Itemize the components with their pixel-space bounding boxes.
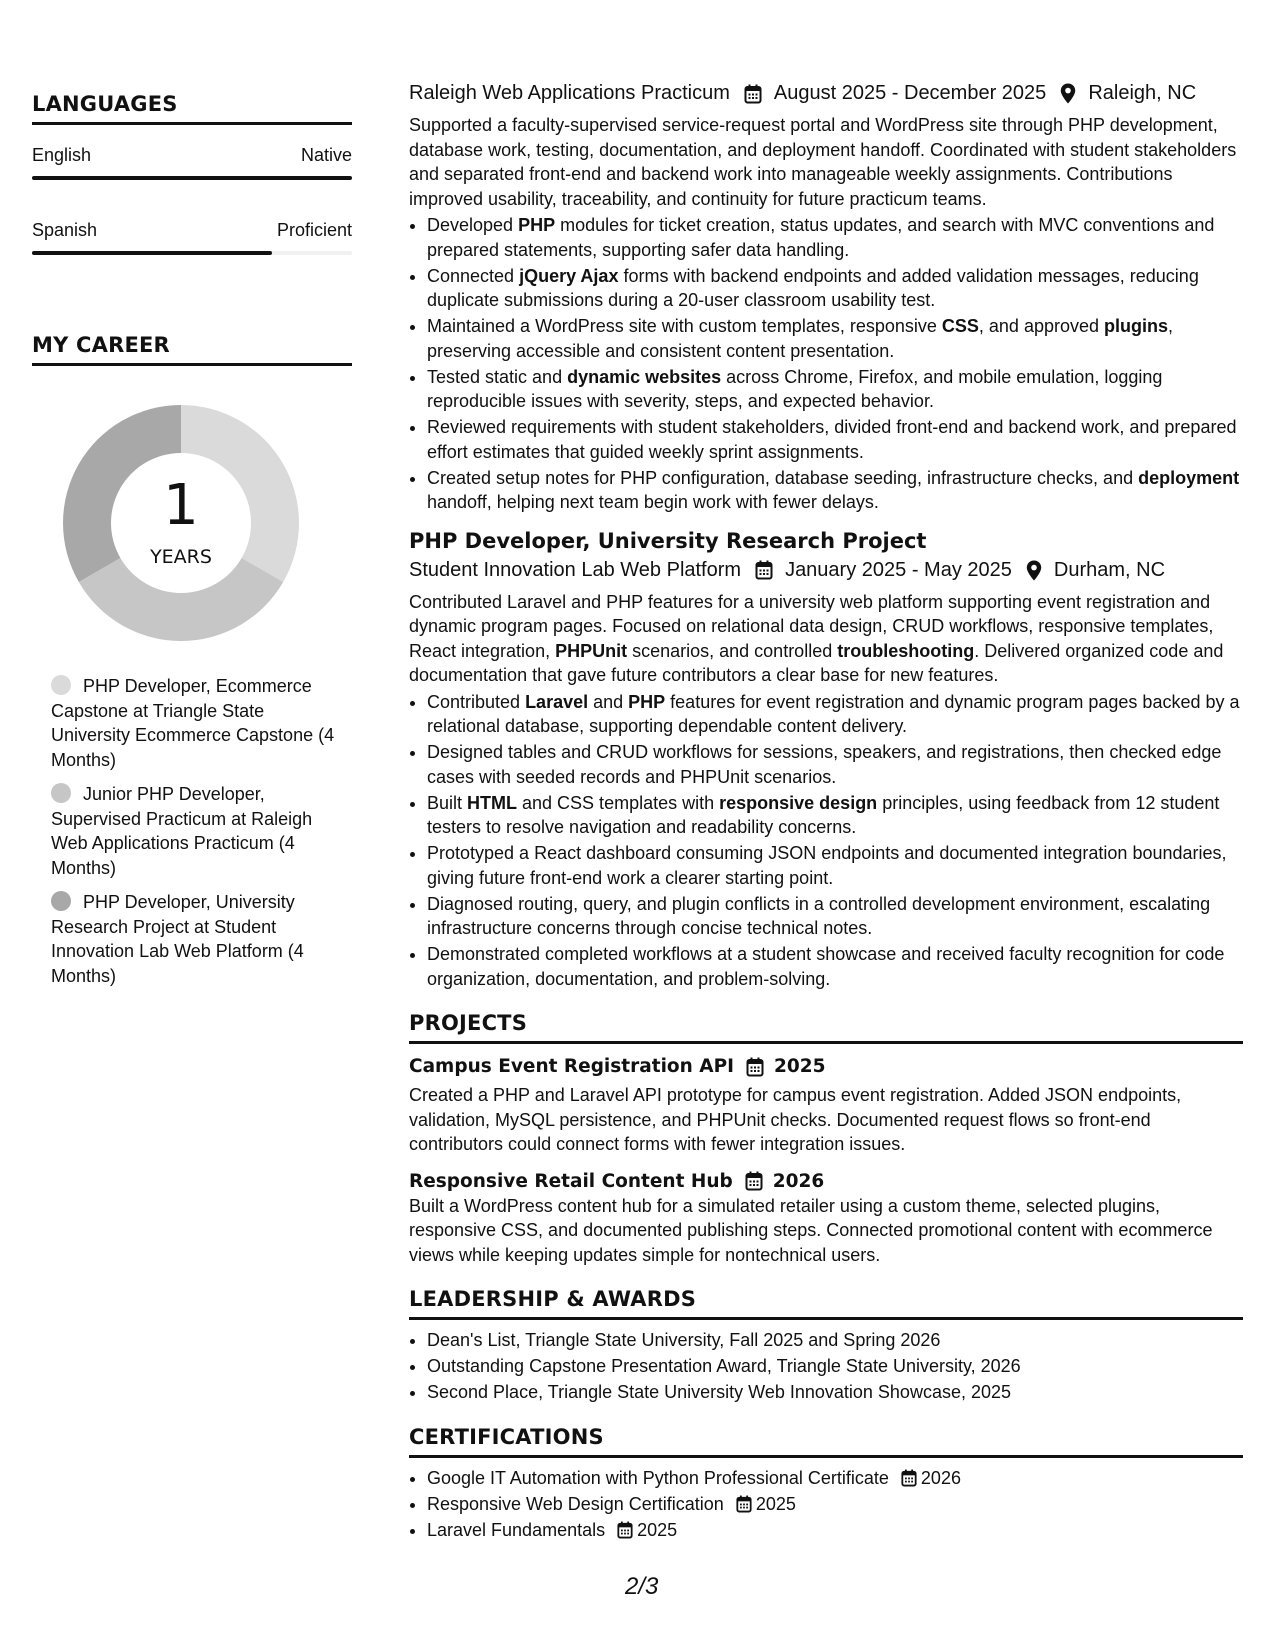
job-dates: January 2025 - May 2025 [785,558,1012,581]
location-pin-icon [1026,560,1042,581]
calendar-icon [746,1057,764,1077]
language-bar [32,176,352,180]
list-item: • Dean's List, Triangle State University, Fall 2025 and Spring 2026 [427,1328,1243,1353]
job-summary: Supported a faculty-supervised service-request portal and WordPress site through PHP development, database work, testing, documentation, and deployment handoff. Coordinated with student stakeholders and separated front-end and backend work into manageable weekly assignments. Contributions improved usability, traceability, and continuity for future practicum teams. [409,115,1237,209]
cert-name: • Responsive Web Design Certification [427,1493,724,1514]
job-company: Raleigh Web Applications Practicum [409,82,730,104]
career-total-unit: YEARS [150,546,212,568]
job-summary: Contributed Laravel and PHP features for a university web platform supporting event registration and dynamic program pages. Focused on relational data design, CRUD workflows, responsive templates, React integration, PHPUnit scenarios, and controlled troubleshooting. Delivered organized code and documentation that gave future contributors a clear base for new features. [409,591,1224,685]
project-name: Campus Event Registration API [409,1056,735,1077]
list-item: • Tested static and dynamic websites across Chrome, Firefox, and mobile emulation, logging reproducible issues with severity, steps, and expected behavior. [427,365,1243,414]
language-name: Spanish [32,220,98,240]
legend-swatch [51,675,71,695]
cert-year: 2025 [755,1493,796,1514]
list-item: • Demonstrated completed workflows at a student showcase and received faculty recognition for code organization, documentation, and problem-solving. [427,942,1243,991]
language-level: Native [300,145,352,165]
sidebar [32,92,352,998]
legend-swatch [51,783,71,803]
location-pin-icon [1060,83,1076,104]
calendar-icon [617,1521,633,1539]
calendar-icon [745,1171,763,1191]
calendar-icon [901,1469,917,1487]
legend-label: PHP Developer, Ecommerce Capstone at Triangle State University Ecommerce Capstone (4 Months) [51,676,335,770]
job-bullets [409,690,1243,992]
legend-item [51,674,336,772]
list-item: • Designed tables and CRUD workflows for sessions, speakers, and registrations, then checked edge cases with seeded records and PHPUnit scenarios. [427,740,1243,789]
page-number: 2/3 [625,1573,659,1600]
list-item [427,1492,1243,1517]
project-name: Responsive Retail Content Hub [409,1170,733,1192]
projects-heading: PROJECTS [409,1011,1243,1044]
project-header [409,1056,1243,1077]
legend-swatch [51,891,71,911]
job-bullets [409,213,1243,515]
job-meta [409,82,1243,105]
awards-heading: LEADERSHIP & AWARDS [409,1287,1243,1320]
main-content [409,82,1243,1544]
cert-name: • Google IT Automation with Python Professional Certificate [427,1467,889,1488]
list-item: • Developed PHP modules for ticket creation, status updates, and search with MVC conventions and prepared statements, supporting safer data handling. [427,213,1243,262]
legend-item [51,890,336,988]
job-dates: August 2025 - December 2025 [773,82,1047,104]
languages-heading: LANGUAGES [32,92,352,125]
list-item: • Prototyped a React dashboard consuming JSON endpoints and documented integration boundaries, giving future front-end work a clearer starting point. [427,841,1243,890]
project-year: 2025 [774,1056,826,1077]
career-legend [51,674,336,988]
list-item: • Outstanding Capstone Presentation Award, Triangle State University, 2026 [427,1354,1243,1379]
cert-year: 2026 [920,1467,961,1488]
language-bar-fill [32,251,272,255]
list-item: • Built HTML and CSS templates with responsive design principles, using feedback from 12 student testers to resolve navigation and readability concerns. [427,791,1243,840]
cert-year: 2025 [637,1519,678,1540]
certifications-heading: CERTIFICATIONS [409,1425,1243,1458]
job-company: Student Innovation Lab Web Platform [409,558,742,581]
list-item: • Connected jQuery Ajax forms with backend endpoints and added validation messages, reducing duplicate submissions during a 20-user classroom usability test. [427,264,1243,313]
language-name: English [32,145,92,165]
career-total-value: 1 [163,473,199,538]
list-item: • Second Place, Triangle State University Web Innovation Showcase, 2025 [427,1380,1243,1405]
list-item [427,1518,1243,1543]
project-header [409,1171,1243,1192]
project-year: 2026 [772,1170,825,1192]
language-bar [32,251,352,255]
legend-label: Junior PHP Developer, Supervised Practicum at Raleigh Web Applications Practicum (4 Months) [51,784,313,878]
project-description: Built a WordPress content hub for a simulated retailer using a custom theme, selected plugins, responsive CSS, and documented publishing steps. Connected promotional content with ecommerce views while keeping updates simple for nontechnical users. [409,1195,1213,1265]
calendar-icon [736,1495,752,1513]
job-meta [409,559,1243,582]
language-item [32,220,352,255]
job-title: PHP Developer, University Research Project [409,528,927,553]
certifications-list [409,1466,1243,1543]
calendar-icon [755,560,773,580]
project-description: Created a PHP and Laravel API prototype for campus event registration. Added JSON endpoints, validation, MySQL persistence, and PHPUnit checks. Documented request flows so front-end contributors could connect forms with fewer integration issues. [409,1085,1182,1154]
language-level: Proficient [276,220,352,240]
cert-name: • Laravel Fundamentals [427,1519,606,1540]
career-heading: MY CAREER [32,333,352,366]
language-item [32,145,352,180]
job-location: Raleigh, NC [1088,82,1197,104]
job-location: Durham, NC [1053,558,1166,581]
list-item: • Maintained a WordPress site with custom templates, responsive CSS, and approved plugins, preserving accessible and consistent content presentation. [427,314,1243,363]
legend-item [51,782,336,880]
list-item: • Contributed Laravel and PHP features for event registration and dynamic program pages backed by a relational database, supporting dependable content delivery. [427,690,1243,739]
list-item: • Created setup notes for PHP configuration, database seeding, infrastructure checks, and deployment handoff, helping next team begin work with fewer delays. [427,466,1243,515]
list-item: • Reviewed requirements with student stakeholders, divided front-end and backend work, and prepared effort estimates that guided weekly sprint assignments. [427,415,1243,464]
career-donut [56,398,306,648]
legend-label: PHP Developer, University Research Project at Student Innovation Lab Web Platform (4 Months) [51,892,304,986]
awards-list [409,1328,1243,1405]
list-item: • Diagnosed routing, query, and plugin conflicts in a controlled development environment, escalating infrastructure concerns through concise technical notes. [427,892,1243,941]
calendar-icon [744,84,762,104]
list-item [427,1466,1243,1491]
language-bar-fill [32,176,352,180]
